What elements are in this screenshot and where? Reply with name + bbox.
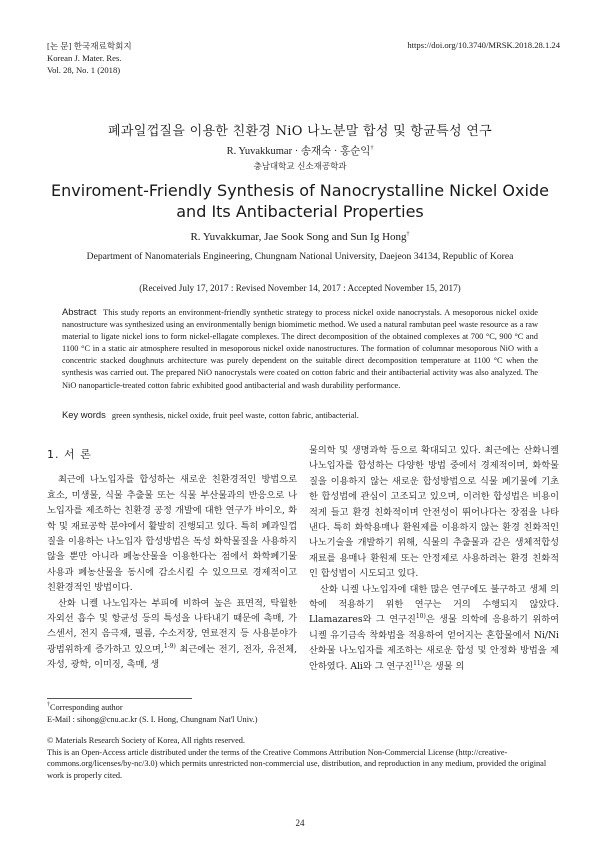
paragraph-text: 산화 니켈 나노입자는 부피에 비하여 높은 표면적, 탁월한 자외선 흡수 및 항균성 등의 특성을 나타내기 때문에 촉매, 가스센서, 전지 음극재, 필름, 수소저장, 연료전지 등 사용분야가 광범위하게 증가하고 있으며,: [47, 597, 297, 655]
authors-korean-text: R. Yuvakkumar · 송재숙 · 홍순익: [226, 146, 371, 157]
footnotes: [47, 702, 561, 782]
footnote-rule: [47, 698, 192, 699]
paragraph: 최근에 나노입자를 합성하는 새로운 친환경적인 방법으로 효소, 미생물, 식물 추출물 또는 식물 부산물과의 반응으로 나노입자를 제조하는 친환경 공정 개발에 대한 연구가 바이오, 화학 및 재료공학 분야에서 활발히 진행되고 있다. 특히 폐과일껍질을 이용하는 나노입자 합성방법은 독성 화학물질을 사용하지 않을 뿐만 아니라 폐농산물을 이용한다는 점에서 화학폐기물 사용과 폐농산물을 동시에 감소시킬 수 있으므로 경제적이고 친환경적인 방법이다.: [47, 474, 297, 594]
corresponding-mark: †: [370, 145, 374, 152]
doi-link[interactable]: https://doi.org/10.3740/MRSK.2018.28.1.24: [407, 40, 560, 50]
received-dates: (Received July 17, 2017 : Revised November 14, 2017 : Accepted November 15, 2017): [139, 283, 461, 293]
section-heading-introduction: 1. 서 론: [47, 448, 92, 461]
keywords: [62, 409, 538, 420]
authors-english-text: R. Yuvakkumar, Jae Sook Song and Sun Ig Hong: [190, 231, 407, 243]
body-column-right: [309, 443, 559, 674]
footnote-gap: [47, 725, 561, 735]
paragraph: [47, 596, 297, 673]
paragraph: [309, 582, 559, 674]
paragraph-text: 최근에는 전기, 전자, 유전체, 자성, 광학, 이미징, 촉매, 생: [47, 643, 297, 671]
journal-volume: Vol. 28, No. 1 (2018): [47, 65, 121, 75]
authors-english: [40, 231, 560, 243]
paragraph: 물의학 및 생명과학 등으로 확대되고 있다. 최근에는 산화니켈 나노입자를 합성하는 다양한 방법 중에서 경제적이며, 화학물질을 이용하지 않는 새로운 합성방법으로 식물 폐기물에 기초한 합성법에 관심이 고조되고 있으며, 이러한 합성법은 비용이 적게 들고 환경 친화적이며 안전성이 뛰어나다는 장점을 나타낸다. 특히 화학용매나 환원제를 이용하지 않는 환경 친화적인 나노기술을 개발하기 위해, 식물의 추출물과 같은 생체적합성 재료를 용매나 환원제 또는 안정제로 사용하려는 환경 친화적인 합성법이 시도되고 있다.: [309, 445, 559, 580]
footnote-email: E-Mail : sihong@cnu.ac.kr (S. I. Hong, Chungnam Nat'l Univ.): [47, 714, 258, 724]
authors-korean: [40, 143, 560, 158]
keywords-text: green synthesis, nickel oxide, fruit peel waste, cotton fabric, antibacterial.: [111, 411, 359, 420]
citation-ref: 1-9): [163, 642, 176, 650]
journal-name-ko: [논 문] 한국재료학회지: [47, 41, 132, 51]
affiliation-korean: 충남대학교 신소재공학과: [253, 162, 347, 172]
footnote-copyright: © Materials Research Society of Korea, All rights reserved.: [47, 736, 245, 746]
citation-ref: 11): [413, 659, 424, 667]
affiliation-english: Department of Nanomaterials Engineering, Chungnam National University, Daejeon 34134, Republic of Korea: [86, 251, 514, 262]
journal-name-en: Korean J. Mater. Res.: [47, 53, 122, 63]
paragraph-text: 은 생물 의: [423, 660, 465, 672]
footnote-corresponding: [47, 702, 561, 714]
footnote-license: This is an Open-Access article distributed under the terms of the Creative Commons Attribution Non-Commercial License (http://creative-commons.org/licenses/by-nc/3.0) which permits unrestricted non-commercial use, distribution, and reproduction in any medium, provided the original work is properly cited.: [47, 747, 547, 780]
title-english: [40, 180, 560, 222]
citation-ref: 10): [415, 613, 426, 621]
corresponding-mark-en: †: [406, 231, 410, 238]
abstract-text: This study reports an environment-friendly synthetic strategy to process nickel oxide nanocrystals. A mesoporous nickel oxide nanostructure was synthesized using an environmentally benign biomimetic method. We used a natural rambutan peel waste resource as a raw material to ligate nickel ions to form nickel-ellagate complexes. The direct decomposition of the obtained complexes at 700 °C, 900 °C and 1100 °C in a static air atmosphere resulted in mesoporous nickel oxide nanostructures. The formation of columnar mesoporous NiO with a concentric stacked doughnuts architecture was purely dependent on the suitable direct decomposition temperature at 1100 °C when the synthesis was carried out. The prepared NiO nanocrystals were coated on cotton fabric and their antibacterial activity was also analyzed. The NiO nanoparticle-treated cotton fabric exhibited good antibacterial and wash durability performance.: [62, 308, 538, 390]
body-column-left: [47, 447, 297, 673]
paragraph-text: 산화 니켈 나노입자에 대한 많은 연구에도 불구하고 생체 의학에 적용하기 위한 연구는 거의 수행되지 않았다. Llamazares와 그 연구진: [309, 583, 559, 626]
page-number: 24: [295, 818, 305, 828]
footnote-corresponding-text: Corresponding author: [50, 703, 123, 712]
keywords-label: Key words: [62, 409, 106, 420]
journal-header: [47, 40, 132, 76]
paragraph-text: 은 생물 의학에 응용하기 위하여 니켈 유기금속 착화법을 적용하여 얻어지는 혼합물에서 Ni/Ni 산화물 나노입자를 제조하는 새로운 합성 및 안정화 방법을 제안하였다. Ali와 그 연구진: [309, 614, 559, 672]
title-english-line2: and Its Antibacterial Properties: [176, 202, 424, 221]
abstract-label: Abstract: [62, 306, 97, 317]
dagger-mark: †: [47, 702, 50, 709]
title-english-line1: Enviroment-Friendly Synthesis of Nanocrystalline Nickel Oxide: [51, 181, 549, 200]
title-korean: 폐과일껍질을 이용한 친환경 NiO 나노분말 합성 및 항균특성 연구: [108, 124, 492, 139]
abstract: [62, 306, 538, 392]
